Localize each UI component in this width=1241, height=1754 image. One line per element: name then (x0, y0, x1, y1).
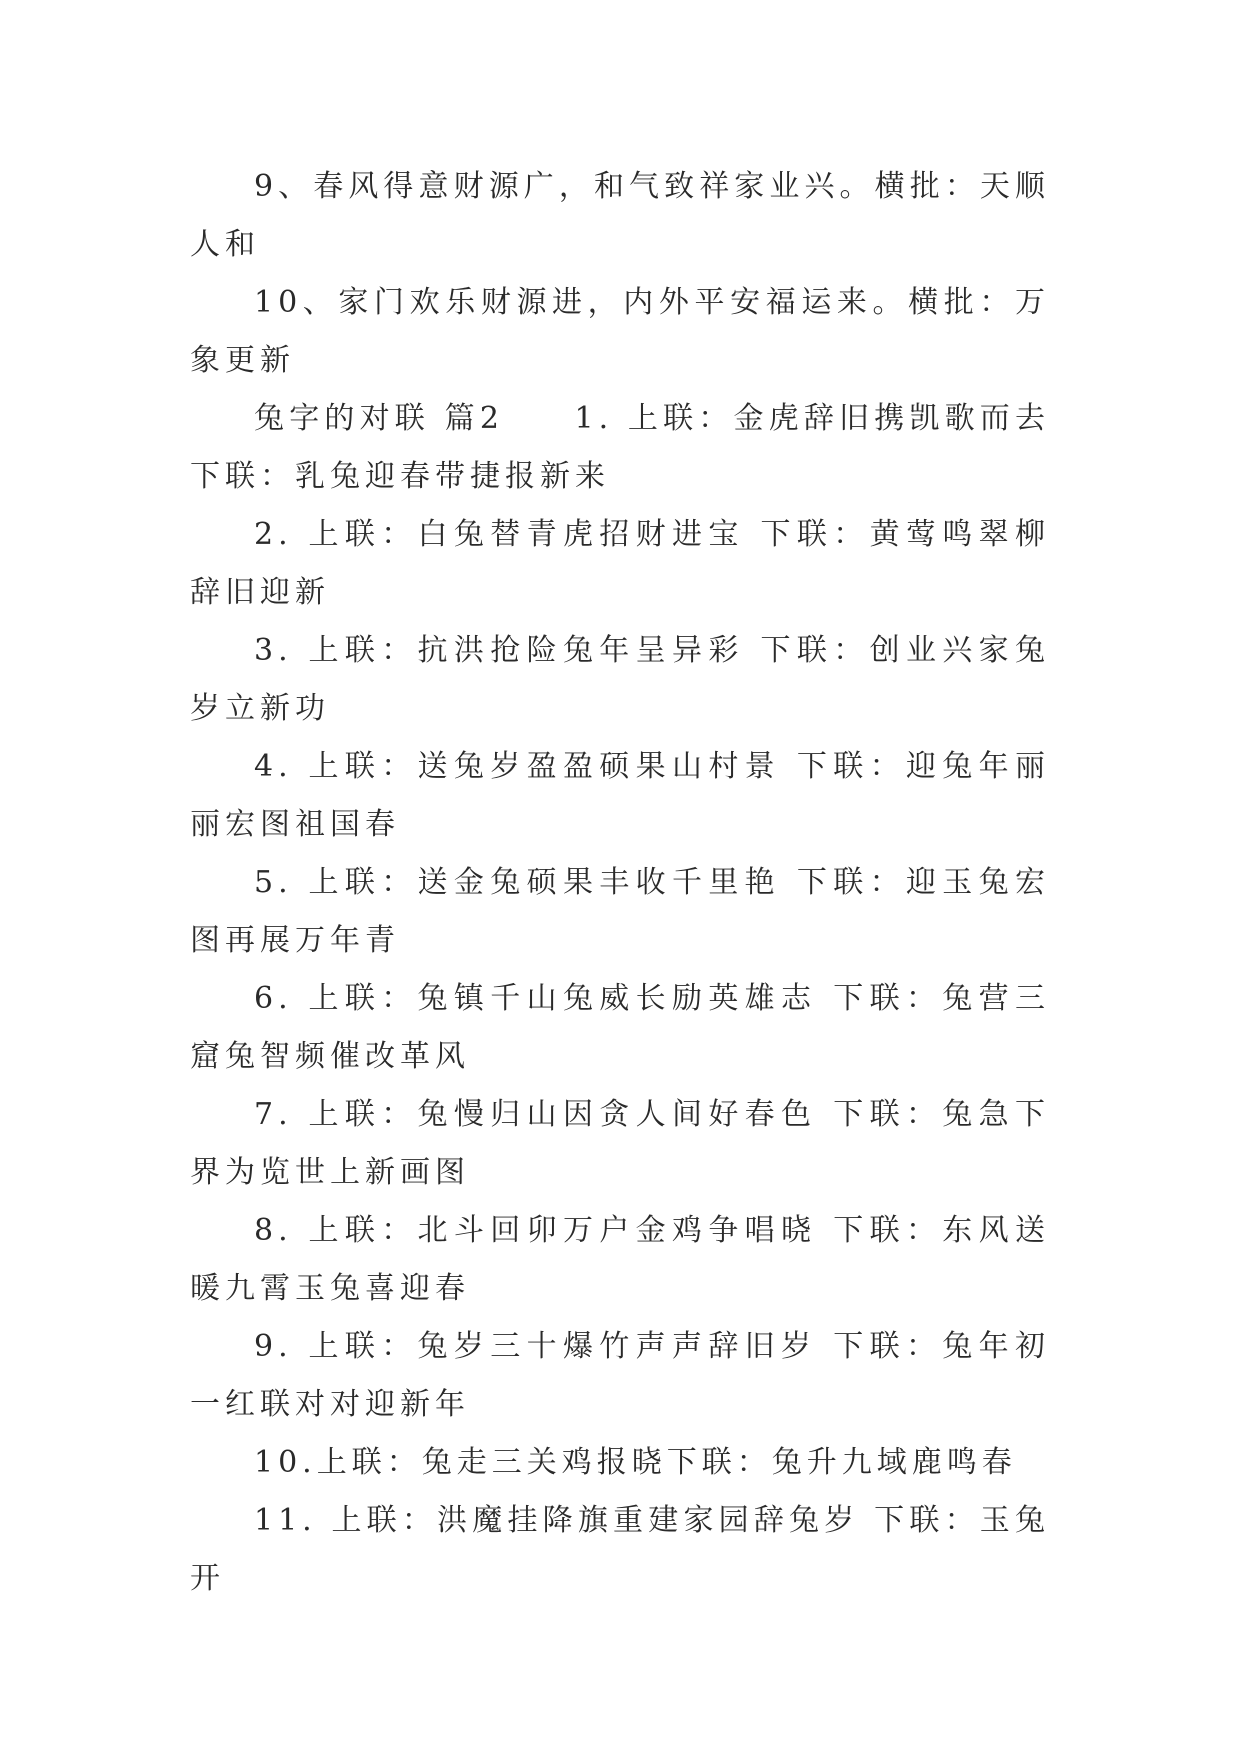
paragraph: 9、春风得意财源广，和气致祥家业兴。横批：天顺人和 (190, 169, 1050, 262)
section-heading-paragraph: 兔字的对联 篇2 1. 上联：金虎辞旧携凯歌而去 下联：乳兔迎春带捷报新来 (190, 401, 1050, 494)
paragraph: 5. 上联：送金兔硕果丰收千里艳 下联：迎玉兔宏图再展万年青 (190, 865, 1050, 958)
paragraph: 7. 上联：兔慢归山因贪人间好春色 下联：兔急下界为览世上新画图 (190, 1097, 1050, 1190)
document-body (190, 158, 1050, 1608)
paragraph: 9. 上联：兔岁三十爆竹声声辞旧岁 下联：兔年初一红联对对迎新年 (190, 1329, 1050, 1422)
paragraph: 4. 上联：送兔岁盈盈硕果山村景 下联：迎兔年丽丽宏图祖国春 (190, 749, 1050, 842)
paragraph: 2. 上联：白兔替青虎招财进宝 下联：黄莺鸣翠柳辞旧迎新 (190, 517, 1050, 610)
paragraph: 10、家门欢乐财源进，内外平安福运来。横批：万象更新 (190, 285, 1050, 378)
paragraph: 8. 上联：北斗回卯万户金鸡争唱晓 下联：东风送暖九霄玉兔喜迎春 (190, 1213, 1050, 1306)
paragraph: 10.上联：兔走三关鸡报晓下联：兔升九域鹿鸣春 (254, 1445, 1017, 1480)
paragraph: 6. 上联：兔镇千山兔威长励英雄志 下联：兔营三窟兔智频催改革风 (190, 981, 1050, 1074)
paragraph: 11. 上联：洪魔挂降旗重建家园辞兔岁 下联：玉兔开 (190, 1503, 1050, 1596)
paragraph: 3. 上联：抗洪抢险兔年呈异彩 下联：创业兴家兔岁立新功 (190, 633, 1050, 726)
